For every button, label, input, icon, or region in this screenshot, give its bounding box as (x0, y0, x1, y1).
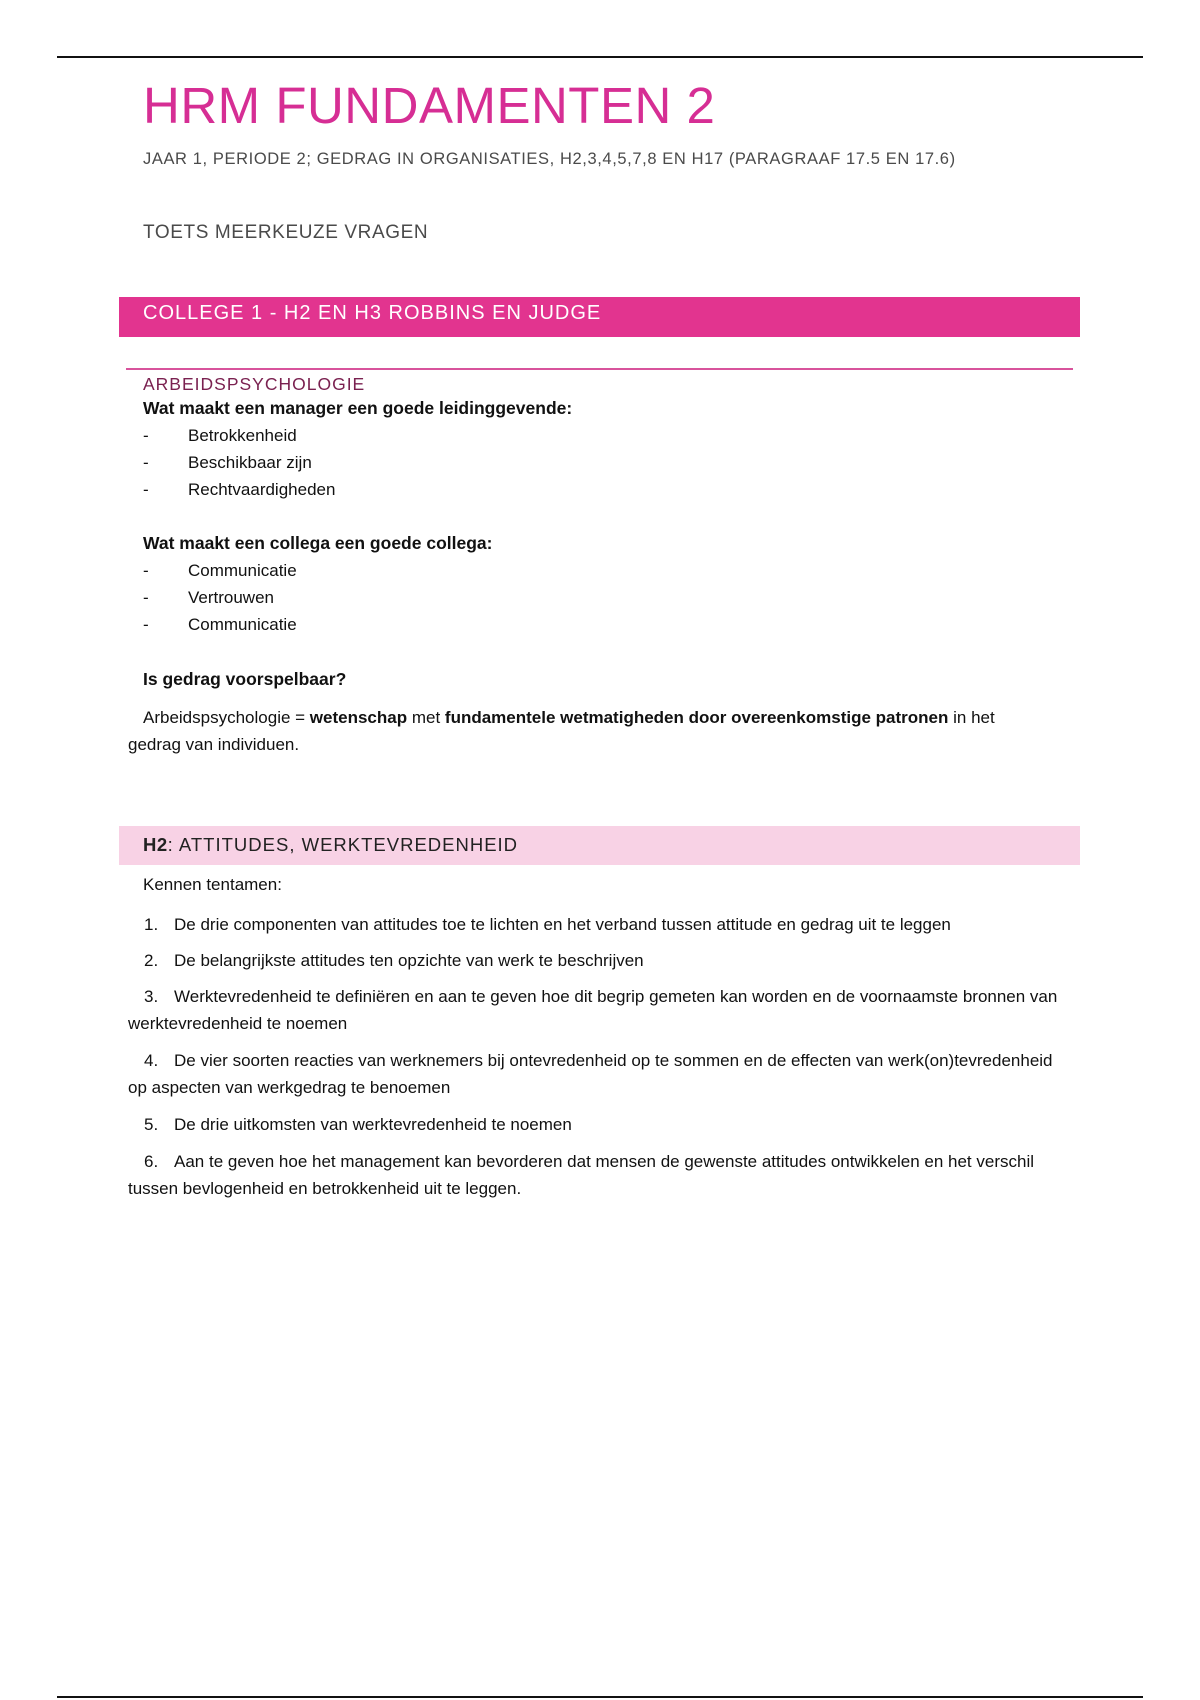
definition-paragraph: Arbeidspsychologie = wetenschap met fundamentele wetmatigheden door overeenkomstige patronen in het gedrag van individuen. (128, 708, 995, 754)
chapter-heading: : ATTITUDES, WERKTEVREDENHEID (167, 834, 519, 855)
colleague-list (143, 557, 492, 638)
list-item: - Vertrouwen (143, 588, 274, 607)
list-item: 5. De drie uitkomsten van werktevredenheid te noemen (144, 1115, 572, 1134)
chapter-heading-bar (119, 826, 1080, 865)
list-item: - Beschikbaar zijn (143, 453, 312, 472)
list-item: 1. De drie componenten van attitudes toe te lichten en het verband tussen attitude en gedrag uit te leggen (144, 915, 951, 934)
section-divider (126, 368, 1073, 370)
list-item: - Communicatie (143, 615, 297, 634)
test-type-label: TOETS MEERKEUZE VRAGEN (143, 222, 429, 243)
behaviour-question: Is gedrag voorspelbaar? (143, 669, 347, 689)
behaviour-block (143, 669, 346, 690)
manager-question: Wat maakt een manager een goede leidinggevende: (143, 398, 573, 418)
document-title: HRM FUNDAMENTEN 2 (143, 77, 716, 134)
list-item: 3. Werktevredenheid te definiëren en aan te geven hoe dit begrip gemeten kan worden en de voornaamste bronnen van werktevredenheid te noemen (128, 987, 1058, 1033)
list-item: - Communicatie (143, 561, 297, 580)
colleague-block (143, 533, 492, 638)
list-item: - Betrokkenheid (143, 426, 297, 445)
top-rule (57, 56, 1143, 58)
bottom-rule (57, 1696, 1143, 1698)
chapter-number: H2 (143, 834, 168, 855)
document-subtitle: JAAR 1, PERIODE 2; GEDRAG IN ORGANISATIES, H2,3,4,5,7,8 EN H17 (PARAGRAAF 17.5 EN 17.6) (143, 150, 956, 168)
college-heading-bar (119, 297, 1080, 337)
list-item: 6. Aan te geven hoe het management kan bevorderen dat mensen de gewenste attitudes ontwikkelen en het verschil tussen bevlogenheid en betrokkenheid uit te leggen. (128, 1152, 1035, 1198)
section-subheading: ARBEIDSPSYCHOLOGIE (143, 374, 366, 394)
college-heading: COLLEGE 1 - H2 EN H3 ROBBINS EN JUDGE (143, 302, 602, 324)
goals-intro: Kennen tentamen: (143, 875, 282, 894)
list-item: 4. De vier soorten reacties van werknemers bij ontevredenheid op te sommen en de effecten van werk(on)tevredenheid op aspecten van werkgedrag te benoemen (128, 1051, 1053, 1097)
list-item: - Rechtvaardigheden (143, 480, 336, 499)
colleague-question: Wat maakt een collega een goede collega: (143, 533, 493, 553)
manager-block (143, 398, 572, 503)
list-item: 2. De belangrijkste attitudes ten opzichte van werk te beschrijven (144, 951, 644, 970)
manager-list (143, 422, 572, 503)
